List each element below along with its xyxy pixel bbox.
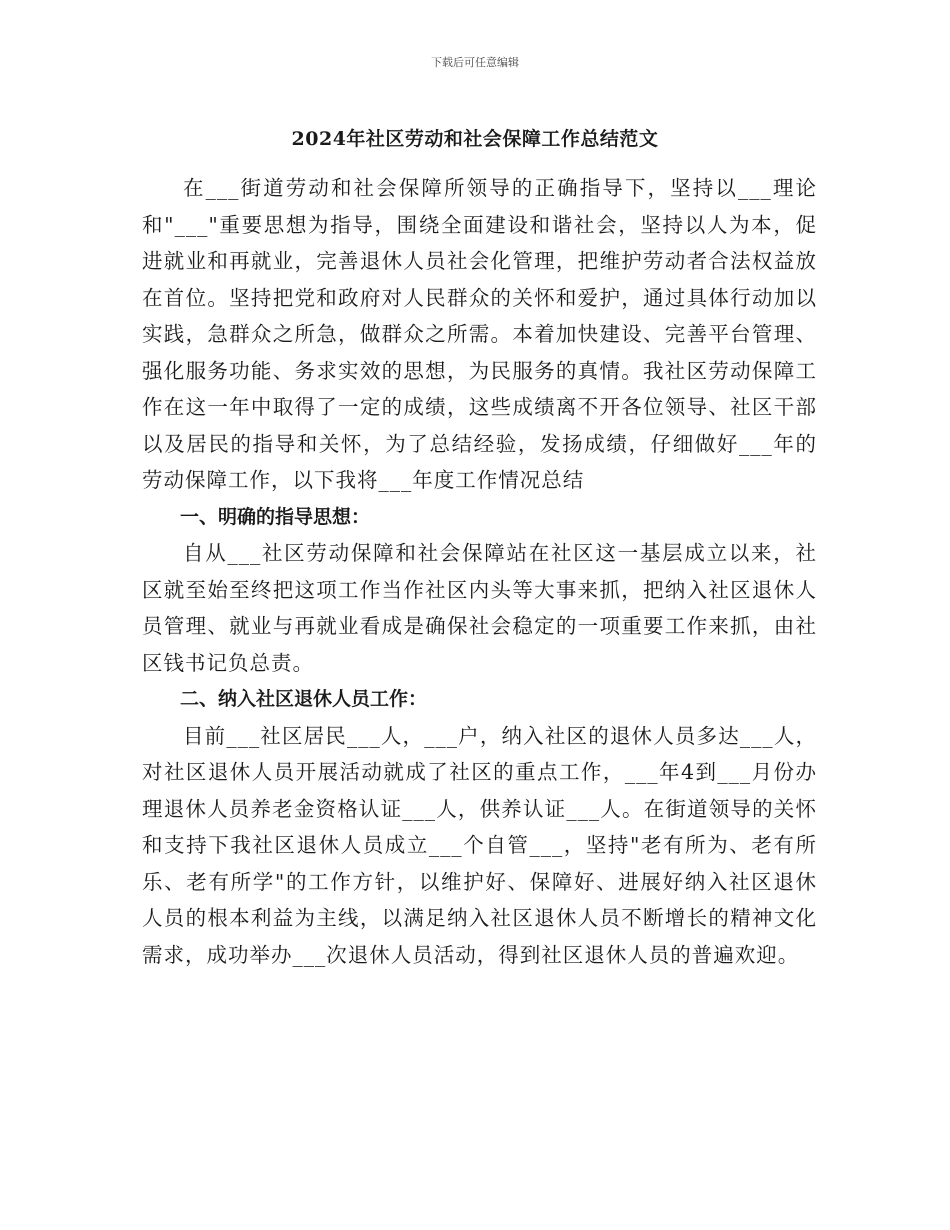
- section-heading: 二、纳入社区退休人员工作：: [180, 688, 428, 710]
- section-guiding-thought: [142, 499, 817, 682]
- section-retirees-work: [142, 681, 817, 973]
- document-title: 2024年社区劳动和社会保障工作总结范文: [291, 128, 659, 150]
- section-paragraph: 自从___社区劳动保障和社会保障站在社区这一基层成立以来，社区就至始至终把这项工作当作社区内头等大事来抓，把纳入社区退休人员管理、就业与再就业看成是确保社会稳定的一项重要工作来抓，由社区钱书记负总责。: [142, 541, 817, 675]
- section-heading: 一、明确的指导思想：: [180, 505, 371, 528]
- intro-paragraph: 在___街道劳动和社会保障所领导的正确指导下，坚持以___理论和"___"重要思想为指导，围绕全面建设和谐社会，坚持以人为本，促进就业和再就业，完善退休人员社会化管理，把维护劳动者合法权益放在首位。坚持把党和政府对人民群众的关怀和爱护，通过具体行动加以实践，急群众之所急，做群众之所需。本着加快建设、完善平台管理、强化服务功能、务求实效的思想，为民服务的真情。我社区劳动保障工作在这一年中取得了一定的成绩，这些成绩离不开各位领导、社区干部以及居民的指导和关怀，为了总结经验，发扬成绩，仔细做好___年的劳动保障工作，以下我将___年度工作情况总结: [142, 176, 817, 492]
- document-body: [142, 170, 817, 973]
- header-note: 下载后可任意编辑: [431, 56, 519, 69]
- section-paragraph: 目前___社区居民___人，___户，纳入社区的退休人员多达___人，对社区退休人员开展活动就成了社区的重点工作，___年4到___月份办理退休人员养老金资格认证___人，供养认证___人。在街道领导的关怀和支持下我社区退休人员成立___个自管___，坚持"老有所为、老有所乐、老有所学"的工作方针，以维护好、保障好、进展好纳入社区退休人员的根本利益为主线，以满足纳入社区退休人员不断增长的精神文化需求，成功举办___次退休人员活动，得到社区退休人员的普遍欢迎。: [142, 723, 817, 967]
